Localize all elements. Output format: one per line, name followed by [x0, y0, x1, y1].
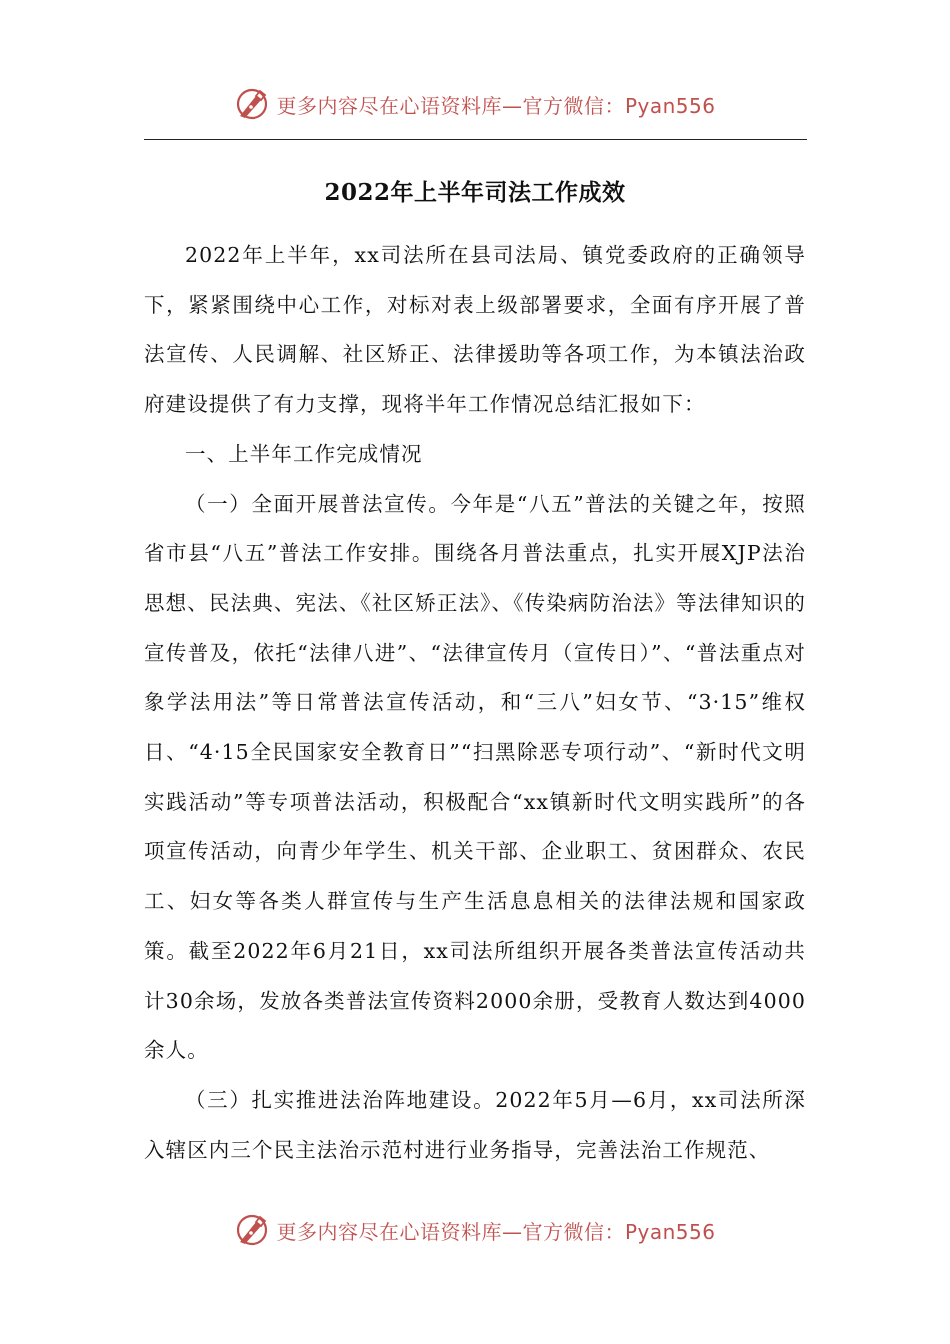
banner-text: 更多内容尽在心语资料库—官方微信：Pyan556 — [276, 93, 716, 118]
document-title: 2022年上半年司法工作成效 — [324, 179, 626, 206]
paragraph-legal-publicity: （一）全面开展普法宣传。今年是“八五”普法的关键之年，按照省市县“八五”普法工作安排。围绕各月普法重点，扎实开展XJP法治思想、民法典、宪法、《社区矫正法》、《传染病防治法》等法律知识的宣传普及，依托“法律八进”、“法律宣传月（宣传日）”、“普法重点对象学法用法”等日常普法宣传活动，和“三八”妇女节、“3·15”维权日、“4·15全民国家安全教育日”“扫黑除恶专项行动”、“新时代文明实践活动”等专项普法活动，积极配合“xx镇新时代文明实践所”的各项宣传活动，向青少年学生、机关干部、企业职工、贫困群众、农民工、妇女等各类人群宣传与生产生活息息相关的法律法规和国家政策。截至2022年6月21日，xx司法所组织开展各类普法宣传活动共计30余场，发放各类普法宣传资料2000余册，受教育人数达到4000余人。 — [144, 491, 806, 1063]
pen-nib-logo-icon — [234, 86, 270, 122]
section-heading: 一、上半年工作完成情况 — [185, 441, 423, 466]
footer-banner — [0, 1210, 950, 1250]
header-divider — [144, 139, 807, 140]
document-body — [144, 231, 806, 1175]
banner-text: 更多内容尽在心语资料库—官方微信：Pyan556 — [276, 1219, 716, 1244]
header-banner — [0, 84, 950, 124]
pen-nib-logo-icon — [234, 1212, 270, 1248]
paragraph-intro: 2022年上半年，xx司法所在县司法局、镇党委政府的正确领导下，紧紧围绕中心工作，对标对表上级部署要求，全面有序开展了普法宣传、人民调解、社区矫正、法律援助等各项工作，为本镇法治政府建设提供了有力支撑，现将半年工作情况总结汇报如下： — [144, 243, 806, 417]
paragraph-rule-of-law-positions: （三）扎实推进法治阵地建设。2022年5月—6月，xx司法所深入辖区内三个民主法治示范村进行业务指导，完善法治工作规范、 — [144, 1087, 806, 1162]
